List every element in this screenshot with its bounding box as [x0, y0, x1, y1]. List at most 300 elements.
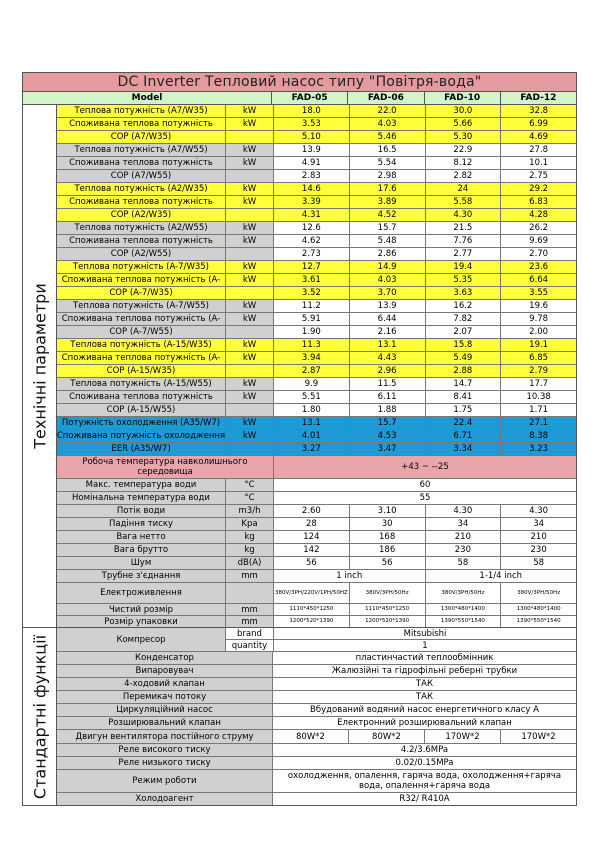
std-value: Електронний розширювальний клапан — [337, 718, 512, 728]
perf-value: 30.0 — [426, 105, 502, 117]
perf-value: 4.30 — [426, 209, 502, 221]
perf-label: Теплова потужність (A2/W55) — [57, 222, 226, 234]
perf-value: 11.2 — [274, 300, 350, 312]
perf-value: 4.53 — [350, 430, 426, 442]
pack-size-label: Розмір упаковки — [57, 616, 226, 627]
max-water-label: Макс. температура води — [57, 479, 226, 491]
spec-label: Вага нетто — [57, 531, 226, 543]
perf-value: 16.2 — [426, 300, 502, 312]
compressor-brand-value: Mitsubishi — [403, 628, 447, 639]
perf-value: 6.64 — [529, 275, 549, 285]
perf-value: 21.5 — [426, 222, 502, 234]
perf-value: 12.7 — [274, 261, 350, 273]
perf-value: 7.82 — [426, 313, 502, 325]
spec-value: 30 — [350, 518, 426, 530]
perf-unit: kW — [226, 391, 274, 403]
perf-value: 9.69 — [529, 236, 549, 246]
pipe-row — [57, 570, 576, 583]
perf-label: Споживана теплова потужність — [57, 235, 226, 247]
std-value: ТАК — [415, 679, 434, 689]
perf-value: 5.35 — [426, 274, 502, 286]
compressor-label: Компресор — [57, 628, 226, 651]
spec-label: Вага брутто — [57, 544, 226, 556]
net-size-label: Чистий розмір — [57, 604, 226, 615]
std-value: Жалюзійні та гідрофільні реберні трубки — [331, 666, 518, 676]
net-size-value: 1110*450*1250 — [274, 604, 350, 615]
perf-value: 2.73 — [274, 248, 350, 260]
std-label: Реле низького тиску — [57, 757, 273, 769]
perf-value: 29.2 — [529, 184, 549, 194]
tech-rows — [57, 105, 576, 627]
spec-label: Падіння тиску — [57, 518, 226, 530]
power-unit — [226, 583, 274, 603]
pack-size-value: 1200*520*1390 — [274, 616, 350, 627]
perf-unit: kW — [226, 235, 274, 247]
perf-value: 3.70 — [350, 287, 426, 299]
std-rows — [57, 628, 576, 805]
std-value: R32/ R410A — [399, 794, 450, 804]
perf-value: 3.55 — [529, 288, 549, 298]
perf-value: 6.44 — [350, 313, 426, 325]
perf-unit — [226, 248, 274, 260]
tech-side-label-cell — [23, 105, 57, 627]
spec-value: 4.30 — [529, 506, 549, 516]
pack-size-unit: mm — [226, 616, 274, 627]
perf-label: Теплова потужність (A2/W35) — [57, 183, 226, 195]
spec-value: 142 — [274, 544, 350, 556]
nom-water-row — [57, 492, 576, 505]
perf-row — [57, 209, 576, 222]
spec-value: 58 — [533, 558, 545, 568]
pipe-value: 1-1/4 inch — [479, 571, 523, 581]
pack-size-value: 1390*550*1540 — [426, 616, 502, 627]
perf-value: 8.38 — [529, 431, 549, 441]
compressor-brand-row — [226, 628, 576, 640]
perf-unit: kW — [226, 105, 274, 117]
power-value: 380V/3PH/50Hz — [426, 583, 502, 603]
spec-value: 210 — [530, 532, 547, 542]
perf-unit — [226, 170, 274, 182]
std-label: Реле високого тиску — [57, 744, 273, 756]
perf-value: 8.12 — [426, 157, 502, 169]
perf-value: 5.49 — [426, 352, 502, 364]
perf-value: 4.01 — [274, 430, 350, 442]
perf-unit — [226, 443, 274, 455]
perf-row — [57, 443, 576, 456]
power-row — [57, 583, 576, 604]
perf-unit — [226, 404, 274, 416]
std-row — [57, 744, 576, 757]
perf-value: 5.51 — [274, 391, 350, 403]
std-label: Конденсатор — [57, 652, 273, 664]
std-value: 0.02/0.15MPa — [395, 758, 454, 768]
perf-unit — [226, 326, 274, 338]
perf-label: Теплова потужність (A-7/W55) — [57, 300, 226, 312]
perf-label: COP (A7/W35) — [57, 131, 226, 143]
ambient-label: Робоча температура навколишнього середовища — [57, 456, 274, 478]
model-header-cell: FAD-05 — [272, 92, 348, 104]
perf-value: 9.78 — [529, 314, 549, 324]
perf-value: 4.31 — [274, 209, 350, 221]
perf-row — [57, 430, 576, 443]
perf-label: Споживана теплова потужність (A- — [57, 313, 226, 325]
spec-unit: Kpa — [226, 518, 274, 530]
pack-size-value: 1200*520*1390 — [350, 616, 426, 627]
perf-row — [57, 170, 576, 183]
max-water-row — [57, 479, 576, 492]
std-value: Вбудований водяний насос енергетичного класу А — [310, 705, 539, 715]
net-size-value: 1110*450*1250 — [350, 604, 426, 615]
perf-value: 3.53 — [274, 118, 350, 130]
perf-value: 2.70 — [529, 249, 549, 259]
perf-value: 1.88 — [350, 404, 426, 416]
perf-row — [57, 339, 576, 352]
nom-water-unit: °C — [226, 492, 274, 504]
std-side-label-cell — [23, 628, 57, 805]
compressor-qty-label: quantity — [226, 640, 274, 651]
perf-value: 4.62 — [274, 235, 350, 247]
perf-label: COP (A2/W55) — [57, 248, 226, 260]
tech-section — [22, 105, 577, 628]
spec-value: 186 — [350, 544, 426, 556]
perf-value: 8.41 — [426, 391, 502, 403]
spec-value: 4.30 — [426, 505, 502, 517]
net-size-value: 1300*480*1400 — [426, 604, 502, 615]
spec-value: 124 — [274, 531, 350, 543]
perf-unit: kW — [226, 157, 274, 169]
perf-row — [57, 378, 576, 391]
compressor-qty-value: 1 — [422, 640, 428, 651]
perf-unit: kW — [226, 313, 274, 325]
perf-unit — [226, 131, 274, 143]
perf-value: 2.86 — [350, 248, 426, 260]
model-header-row — [22, 92, 577, 105]
std-value: пластинчастий теплообмінник — [355, 653, 494, 663]
perf-value: 6.83 — [529, 197, 549, 207]
perf-row — [57, 131, 576, 144]
perf-value: 2.16 — [350, 326, 426, 338]
perf-value: 10.38 — [526, 392, 551, 402]
spec-row — [57, 518, 576, 531]
perf-row — [57, 300, 576, 313]
perf-value: 5.48 — [350, 235, 426, 247]
std-value: ТАК — [415, 692, 434, 702]
perf-row — [57, 157, 576, 170]
perf-value: 13.1 — [274, 417, 350, 429]
perf-unit: kW — [226, 118, 274, 130]
spec-unit: kg — [226, 531, 274, 543]
spec-value: 34 — [426, 518, 502, 530]
perf-label: COP (A7/W55) — [57, 170, 226, 182]
perf-value: 22.9 — [426, 144, 502, 156]
perf-value: 3.63 — [426, 287, 502, 299]
perf-label: Споживана теплова потужність — [57, 157, 226, 169]
perf-row — [57, 287, 576, 300]
pipe-label: Трубне з'єднання — [57, 570, 226, 582]
perf-row — [57, 365, 576, 378]
ambient-row — [57, 456, 576, 479]
model-header-cell: FAD-12 — [520, 93, 557, 103]
std-row — [57, 757, 576, 770]
perf-label: COP (A-7/W55) — [57, 326, 226, 338]
ambient-value: +43 ~ --25 — [401, 462, 449, 472]
spec-value: 230 — [426, 544, 502, 556]
perf-unit: kW — [226, 417, 274, 429]
model-header-cell: FAD-10 — [425, 92, 501, 104]
perf-value: 4.03 — [350, 118, 426, 130]
perf-value: 15.7 — [350, 417, 426, 429]
std-label: Холодоагент — [57, 793, 273, 805]
perf-row — [57, 105, 576, 118]
fan-value: 80W*2 — [349, 730, 425, 743]
perf-label: Теплова потужність (A7/W35) — [57, 105, 226, 117]
perf-value: 22.0 — [350, 105, 426, 117]
perf-unit — [226, 365, 274, 377]
perf-label: COP (A-15/W55) — [57, 404, 226, 416]
spec-value: 210 — [426, 531, 502, 543]
perf-label: Теплова потужність (A-15/W55) — [57, 378, 226, 390]
model-header-cell: FAD-06 — [348, 92, 424, 104]
spec-row — [57, 531, 576, 544]
perf-label: Теплова потужність (A7/W55) — [57, 144, 226, 156]
perf-value: 12.6 — [274, 222, 350, 234]
max-water-unit: °C — [226, 479, 274, 491]
perf-value: 13.9 — [274, 144, 350, 156]
perf-row — [57, 261, 576, 274]
perf-unit: kW — [226, 144, 274, 156]
perf-value: 5.10 — [274, 131, 350, 143]
perf-value: 9.9 — [274, 378, 350, 390]
perf-row — [57, 391, 576, 404]
nom-water-value: 55 — [419, 493, 431, 503]
perf-value: 3.23 — [529, 444, 549, 454]
std-row — [57, 691, 576, 704]
perf-value: 2.79 — [529, 366, 549, 376]
perf-label: Споживана теплова потужність — [57, 118, 226, 130]
spec-value: 56 — [274, 557, 350, 569]
std-row — [57, 665, 576, 678]
perf-value: 2.88 — [426, 365, 502, 377]
perf-unit: kW — [226, 274, 274, 286]
perf-row — [57, 118, 576, 131]
spec-value: 2.60 — [274, 505, 350, 517]
perf-value: 3.39 — [274, 196, 350, 208]
perf-value: 11.5 — [350, 378, 426, 390]
perf-value: 5.66 — [426, 118, 502, 130]
std-row — [57, 704, 576, 717]
perf-value: 4.52 — [350, 209, 426, 221]
perf-value: 1.80 — [274, 404, 350, 416]
perf-row — [57, 313, 576, 326]
perf-row — [57, 183, 576, 196]
perf-value: 4.69 — [529, 132, 549, 142]
perf-row — [57, 248, 576, 261]
perf-value: 2.77 — [426, 248, 502, 260]
power-value: 380V/3PH/50Hz — [517, 589, 561, 596]
perf-value: 2.87 — [274, 365, 350, 377]
perf-value: 32.8 — [529, 106, 549, 116]
perf-value: 3.34 — [426, 443, 502, 455]
pack-size-value: 1390*550*1540 — [516, 618, 561, 624]
perf-row — [57, 144, 576, 157]
std-label: Перемикач потоку — [57, 691, 273, 703]
compressor-qty-row — [226, 640, 576, 651]
fan-row — [57, 730, 576, 744]
net-size-row — [57, 604, 576, 616]
perf-value: 14.9 — [350, 261, 426, 273]
net-size-unit: mm — [226, 604, 274, 615]
spec-value: 28 — [274, 518, 350, 530]
perf-value: 1.71 — [529, 405, 549, 415]
perf-value: 4.28 — [529, 210, 549, 220]
perf-label: Споживана теплова потужність — [57, 391, 226, 403]
perf-value: 3.52 — [274, 287, 350, 299]
perf-value: 7.76 — [426, 235, 502, 247]
perf-value: 18.0 — [274, 105, 350, 117]
perf-value: 23.6 — [529, 262, 549, 272]
perf-value: 17.6 — [350, 183, 426, 195]
power-value: 380V/3PH/220V/1PH/50HZ — [274, 583, 350, 603]
perf-value: 5.30 — [426, 131, 502, 143]
perf-label: Споживана теплова потужність (A- — [57, 274, 226, 286]
std-row — [57, 793, 576, 805]
perf-value: 13.1 — [350, 339, 426, 351]
perf-row — [57, 417, 576, 430]
nom-water-label: Номінальна температура води — [57, 492, 226, 504]
compressor-group — [57, 628, 576, 652]
perf-value: 2.83 — [274, 170, 350, 182]
perf-unit — [226, 209, 274, 221]
perf-unit — [226, 287, 274, 299]
perf-row — [57, 326, 576, 339]
perf-value: 27.1 — [529, 418, 549, 428]
perf-value: 26.2 — [529, 223, 549, 233]
perf-label: COP (A-15/W35) — [57, 365, 226, 377]
perf-label: Споживана теплова потужність — [57, 196, 226, 208]
perf-row — [57, 235, 576, 248]
perf-row — [57, 274, 576, 287]
perf-label: COP (A-7/W35) — [57, 287, 226, 299]
perf-row — [57, 196, 576, 209]
std-row — [57, 652, 576, 665]
perf-unit: kW — [226, 261, 274, 273]
compressor-brand-label: brand — [226, 628, 274, 639]
perf-label: COP (A2/W35) — [57, 209, 226, 221]
std-value: 4.2/3.6MPa — [400, 745, 449, 755]
perf-value: 6.11 — [350, 391, 426, 403]
perf-value: 1.75 — [426, 404, 502, 416]
sheet-title: DC Inverter Тепловий насос типу "Повітря-вода" — [22, 72, 577, 92]
perf-value: 2.00 — [529, 327, 549, 337]
perf-value: 5.58 — [426, 196, 502, 208]
std-label: Випаровувач — [57, 665, 273, 677]
perf-value: 19.6 — [529, 301, 549, 311]
perf-row — [57, 222, 576, 235]
pipe-value: 1 inch — [274, 570, 426, 582]
perf-value: 2.98 — [350, 170, 426, 182]
perf-value: 3.94 — [274, 352, 350, 364]
perf-value: 17.7 — [529, 379, 549, 389]
power-value: 380V/3PH/50Hz — [350, 583, 426, 603]
perf-label: Теплова потужність (A-7/W35) — [57, 261, 226, 273]
fan-value: 80W*2 — [273, 730, 349, 743]
perf-value: 19.4 — [426, 261, 502, 273]
perf-value: 3.47 — [350, 443, 426, 455]
perf-value: 24 — [426, 183, 502, 195]
perf-value: 16.5 — [350, 144, 426, 156]
std-label: 4-ходовий клапан — [57, 678, 273, 690]
std-row — [57, 717, 576, 730]
spec-label: Шум — [57, 557, 226, 569]
perf-value: 15.8 — [426, 339, 502, 351]
perf-value: 27.8 — [529, 145, 549, 155]
perf-unit: kW — [226, 430, 274, 442]
fan-value: 170W*2 — [521, 731, 556, 742]
perf-unit: kW — [226, 339, 274, 351]
perf-value: 3.61 — [274, 274, 350, 286]
perf-row — [57, 352, 576, 365]
perf-value: 6.85 — [529, 353, 549, 363]
spec-unit: m3/h — [226, 505, 274, 517]
spec-unit: kg — [226, 544, 274, 556]
perf-value: 2.75 — [529, 171, 549, 181]
perf-value: 2.96 — [350, 365, 426, 377]
spec-value: 56 — [350, 557, 426, 569]
perf-value: 5.54 — [350, 157, 426, 169]
perf-value: 4.91 — [274, 157, 350, 169]
perf-value: 11.3 — [274, 339, 350, 351]
perf-value: 6.99 — [529, 119, 549, 129]
model-header-label: Model — [23, 92, 272, 104]
perf-value: 1.90 — [274, 326, 350, 338]
perf-value: 14.6 — [274, 183, 350, 195]
spec-value: 168 — [350, 531, 426, 543]
perf-value: 10.1 — [529, 158, 549, 168]
pack-size-row — [57, 616, 576, 627]
spec-value: 230 — [530, 545, 547, 555]
std-value: охолодження, опалення, гаряча вода, охолодження+гаряча вода, опалення+гаряча вода — [287, 771, 562, 791]
perf-value: 14.7 — [426, 378, 502, 390]
perf-value: 13.9 — [350, 300, 426, 312]
perf-label: Споживана теплова потужність (A- — [57, 352, 226, 364]
std-label: Режим роботи — [57, 770, 273, 792]
perf-value: 4.03 — [350, 274, 426, 286]
std-side-label: Стандартні функції — [30, 634, 49, 799]
spec-sheet — [22, 72, 577, 806]
perf-unit: kW — [226, 300, 274, 312]
std-row — [57, 678, 576, 691]
perf-unit: kW — [226, 183, 274, 195]
spec-value: 3.10 — [350, 505, 426, 517]
fan-value: 170W*2 — [425, 730, 501, 743]
spec-label: Потік води — [57, 505, 226, 517]
spec-unit: dB(A) — [226, 557, 274, 569]
perf-value: 3.89 — [350, 196, 426, 208]
spec-row — [57, 544, 576, 557]
perf-value: 2.82 — [426, 170, 502, 182]
spec-row — [57, 557, 576, 570]
spec-value: 34 — [533, 519, 545, 529]
std-label: Циркуляційний насос — [57, 704, 273, 716]
perf-value: 5.46 — [350, 131, 426, 143]
fan-label: Двигун вентилятора постійного струму — [57, 730, 273, 743]
perf-value: 22.4 — [426, 417, 502, 429]
std-label: Розширювальний клапан — [57, 717, 273, 729]
perf-value: 4.43 — [350, 352, 426, 364]
max-water-value: 60 — [419, 480, 431, 490]
spec-value: 58 — [426, 557, 502, 569]
power-label: Електроживлення — [57, 583, 226, 603]
